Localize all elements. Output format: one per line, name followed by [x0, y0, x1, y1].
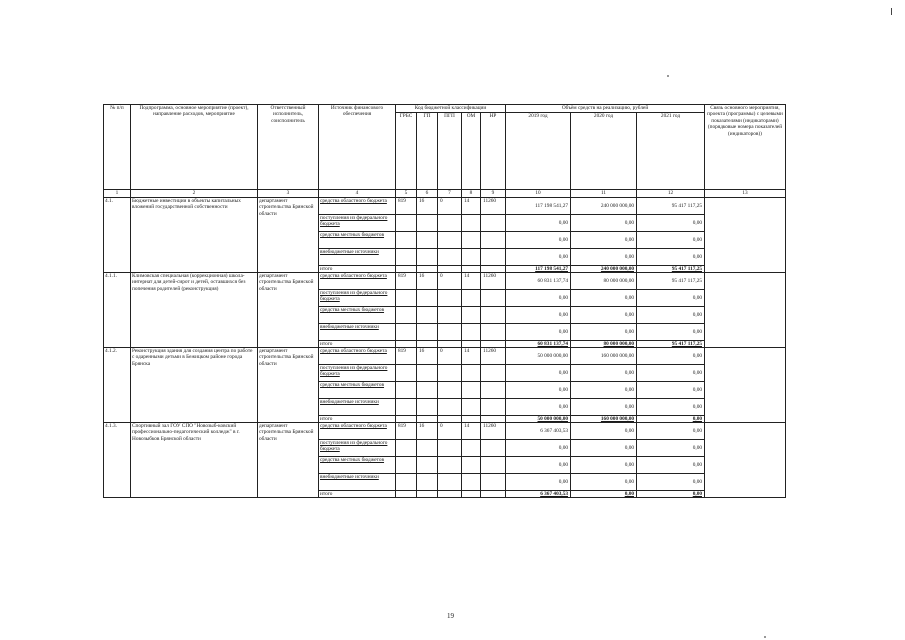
header-budget-code: Код бюджетной классификации	[396, 105, 506, 113]
row-link	[705, 423, 786, 498]
value-2020: 0,00	[571, 249, 637, 266]
code-empty	[417, 307, 438, 324]
value-2020: 0,00	[571, 474, 637, 491]
header-2019: 2019 год	[506, 113, 571, 190]
code-empty	[462, 341, 481, 348]
row-source: поступления из федерального бюджета	[319, 365, 396, 382]
row-source: средства областного бюджета	[319, 198, 396, 215]
value-2019: 0,00	[506, 215, 571, 232]
value-2019: 117 198 541,27	[506, 198, 571, 215]
code-empty	[417, 249, 438, 266]
code-empty	[462, 307, 481, 324]
value-2020: 0,00	[571, 215, 637, 232]
code-empty	[396, 232, 417, 249]
code-empty	[417, 382, 438, 399]
code-om: 14	[462, 348, 481, 365]
total-2021: 0,00	[637, 416, 705, 423]
row-link	[705, 348, 786, 423]
code-empty	[396, 341, 417, 348]
row-source: средства областного бюджета	[319, 348, 396, 365]
value-2021: 0,00	[637, 348, 705, 365]
value-2020: 0,00	[571, 307, 637, 324]
code-empty	[396, 249, 417, 266]
code-empty	[481, 341, 506, 348]
code-om: 14	[462, 273, 481, 290]
value-2021: 0,00	[637, 399, 705, 416]
code-empty	[438, 474, 462, 491]
code-pgp: 0	[438, 348, 462, 365]
table-row	[104, 348, 786, 365]
code-empty	[462, 491, 481, 498]
code-empty	[462, 232, 481, 249]
row-source: средства местных бюджетов	[319, 307, 396, 324]
value-2021: 0,00	[637, 365, 705, 382]
code-grbs: 819	[396, 198, 417, 215]
value-2019: 0,00	[506, 474, 571, 491]
value-2021: 0,00	[637, 215, 705, 232]
row-source: поступления из федерального бюджета	[319, 215, 396, 232]
value-2019: 60 831 137,74	[506, 273, 571, 290]
total-2021: 95 417 117,25	[637, 266, 705, 273]
code-empty	[462, 474, 481, 491]
value-2019: 0,00	[506, 382, 571, 399]
row-source-total: итого	[319, 341, 396, 348]
code-empty	[417, 341, 438, 348]
row-source: средства местных бюджетов	[319, 232, 396, 249]
total-2019: 6 367 403,53	[506, 491, 571, 498]
code-empty	[438, 324, 462, 341]
header-2020: 2020 год	[571, 113, 637, 190]
code-empty	[438, 249, 462, 266]
header-num: № п/п	[104, 105, 131, 190]
code-empty	[438, 440, 462, 457]
value-2021: 0,00	[637, 440, 705, 457]
row-responsible: департамент строительства Брянской области	[258, 348, 319, 423]
total-2019: 117 198 541,27	[506, 266, 571, 273]
code-grbs: 819	[396, 273, 417, 290]
code-empty	[396, 365, 417, 382]
code-om: 14	[462, 423, 481, 440]
code-pgp: 0	[438, 273, 462, 290]
code-om: 14	[462, 198, 481, 215]
row-source: внебюджетные источники	[319, 474, 396, 491]
column-number: 12	[637, 190, 705, 198]
scan-edge-mark	[891, 8, 892, 15]
row-source: средства областного бюджета	[319, 423, 396, 440]
code-nr: 11260	[481, 198, 506, 215]
code-grbs: 819	[396, 423, 417, 440]
code-gp: 16	[417, 198, 438, 215]
code-pgp: 0	[438, 198, 462, 215]
value-2020: 0,00	[571, 324, 637, 341]
scan-speck	[764, 636, 766, 638]
header-pgp: ПГП	[438, 113, 462, 190]
row-source: внебюджетные источники	[319, 249, 396, 266]
row-source: средства местных бюджетов	[319, 382, 396, 399]
row-program: Спортивный зал ГОУ СПО "Новозыб-ковский профессионально-педагогический колледж" в г. Новозыбков Брянской области	[131, 423, 258, 498]
code-gp: 16	[417, 423, 438, 440]
code-empty	[462, 290, 481, 307]
budget-table	[103, 104, 786, 498]
code-grbs: 819	[396, 348, 417, 365]
code-empty	[417, 290, 438, 307]
column-number: 3	[258, 190, 319, 198]
code-empty	[396, 215, 417, 232]
value-2021: 0,00	[637, 232, 705, 249]
code-empty	[438, 290, 462, 307]
code-empty	[396, 474, 417, 491]
code-empty	[462, 266, 481, 273]
code-empty	[438, 365, 462, 382]
header-gp: ГП	[417, 113, 438, 190]
value-2021: 0,00	[637, 324, 705, 341]
header-program: Подпрограмма, основное мероприятие (проект), направление расходов, мероприятие	[131, 105, 258, 190]
code-empty	[417, 440, 438, 457]
code-empty	[438, 399, 462, 416]
code-empty	[417, 215, 438, 232]
code-empty	[417, 232, 438, 249]
table-row	[104, 423, 786, 440]
row-number: 4.1.1.	[104, 273, 131, 348]
value-2021: 0,00	[637, 423, 705, 440]
code-empty	[396, 457, 417, 474]
total-2020: 240 000 000,00	[571, 266, 637, 273]
header-grbs: ГРБС	[396, 113, 417, 190]
column-number: 9	[481, 190, 506, 198]
value-2019: 0,00	[506, 232, 571, 249]
code-empty	[462, 324, 481, 341]
code-empty	[438, 232, 462, 249]
row-number: 4.1.	[104, 198, 131, 273]
column-number: 2	[131, 190, 258, 198]
row-source-total: итого	[319, 416, 396, 423]
code-empty	[438, 491, 462, 498]
row-link	[705, 198, 786, 273]
code-empty	[417, 491, 438, 498]
row-source: средства местных бюджетов	[319, 457, 396, 474]
code-empty	[438, 307, 462, 324]
column-numbers-row	[104, 190, 786, 198]
code-empty	[481, 249, 506, 266]
value-2019: 0,00	[506, 307, 571, 324]
value-2020: 160 000 000,00	[571, 348, 637, 365]
code-empty	[481, 382, 506, 399]
header-2021: 2021 год	[637, 113, 705, 190]
value-2021: 95 417 117,25	[637, 198, 705, 215]
value-2021: 0,00	[637, 249, 705, 266]
code-empty	[396, 290, 417, 307]
table-row	[104, 273, 786, 290]
code-empty	[417, 324, 438, 341]
row-responsible: департамент строительства Брянской области	[258, 273, 319, 348]
code-nr: 11260	[481, 273, 506, 290]
value-2020: 0,00	[571, 440, 637, 457]
row-source: поступления из федерального бюджета	[319, 290, 396, 307]
code-empty	[438, 416, 462, 423]
code-empty	[481, 266, 506, 273]
table-row	[104, 198, 786, 215]
total-2020: 0,00	[571, 491, 637, 498]
value-2019: 0,00	[506, 365, 571, 382]
code-pgp: 0	[438, 423, 462, 440]
code-empty	[396, 307, 417, 324]
total-2020: 160 000 000,00	[571, 416, 637, 423]
code-empty	[438, 266, 462, 273]
scan-speck	[667, 75, 669, 77]
value-2019: 0,00	[506, 440, 571, 457]
code-empty	[462, 416, 481, 423]
value-2019: 0,00	[506, 399, 571, 416]
header-row	[104, 105, 786, 113]
row-source-total: итого	[319, 491, 396, 498]
row-number: 4.1.3.	[104, 423, 131, 498]
code-empty	[396, 440, 417, 457]
code-empty	[438, 215, 462, 232]
value-2021: 0,00	[637, 474, 705, 491]
header-om: ОМ	[462, 113, 481, 190]
value-2021: 0,00	[637, 290, 705, 307]
code-empty	[481, 491, 506, 498]
code-empty	[481, 474, 506, 491]
code-empty	[481, 399, 506, 416]
code-empty	[481, 307, 506, 324]
value-2020: 0,00	[571, 423, 637, 440]
row-program: Климовская специальная (коррекционная) школа-интернат для детей-сирот и детей, оставшихся без попечения родителей (реконструкция)	[131, 273, 258, 348]
code-empty	[481, 290, 506, 307]
code-empty	[417, 365, 438, 382]
column-number: 8	[462, 190, 481, 198]
column-number: 10	[506, 190, 571, 198]
code-empty	[481, 215, 506, 232]
header-nr: НР	[481, 113, 506, 190]
value-2020: 240 000 000,00	[571, 198, 637, 215]
code-nr: 11260	[481, 348, 506, 365]
code-gp: 16	[417, 273, 438, 290]
code-empty	[417, 399, 438, 416]
code-empty	[481, 416, 506, 423]
row-source: внебюджетные источники	[319, 399, 396, 416]
row-source: внебюджетные источники	[319, 324, 396, 341]
code-gp: 16	[417, 348, 438, 365]
row-responsible: департамент строительства Брянской области	[258, 423, 319, 498]
total-2021: 95 417 117,25	[637, 341, 705, 348]
code-empty	[462, 440, 481, 457]
code-empty	[396, 382, 417, 399]
column-number: 13	[705, 190, 786, 198]
value-2020: 80 000 000,00	[571, 273, 637, 290]
column-number: 7	[438, 190, 462, 198]
value-2019: 6 367 403,53	[506, 423, 571, 440]
header-source: Источник финансового обеспечения	[319, 105, 396, 190]
column-number: 1	[104, 190, 131, 198]
code-empty	[396, 491, 417, 498]
code-empty	[396, 266, 417, 273]
value-2019: 0,00	[506, 457, 571, 474]
code-empty	[417, 266, 438, 273]
value-2019: 0,00	[506, 324, 571, 341]
value-2020: 0,00	[571, 382, 637, 399]
value-2020: 0,00	[571, 365, 637, 382]
value-2019: 0,00	[506, 290, 571, 307]
code-empty	[438, 382, 462, 399]
column-number: 4	[319, 190, 396, 198]
value-2019: 50 000 000,00	[506, 348, 571, 365]
code-empty	[438, 457, 462, 474]
code-empty	[481, 365, 506, 382]
code-empty	[462, 457, 481, 474]
value-2021: 0,00	[637, 382, 705, 399]
code-nr: 11260	[481, 423, 506, 440]
total-2020: 80 000 000,00	[571, 341, 637, 348]
value-2020: 0,00	[571, 232, 637, 249]
row-source: поступления из федерального бюджета	[319, 440, 396, 457]
column-number: 6	[417, 190, 438, 198]
value-2021: 0,00	[637, 307, 705, 324]
code-empty	[396, 416, 417, 423]
code-empty	[462, 382, 481, 399]
code-empty	[462, 365, 481, 382]
column-number: 5	[396, 190, 417, 198]
code-empty	[481, 324, 506, 341]
code-empty	[396, 324, 417, 341]
row-source-total: итого	[319, 266, 396, 273]
code-empty	[396, 399, 417, 416]
code-empty	[481, 457, 506, 474]
code-empty	[462, 215, 481, 232]
header-volume: Объём средств на реализацию, рублей	[506, 105, 705, 113]
total-2021: 0,00	[637, 491, 705, 498]
code-empty	[481, 440, 506, 457]
value-2020: 0,00	[571, 457, 637, 474]
value-2019: 0,00	[506, 249, 571, 266]
code-empty	[462, 249, 481, 266]
page-number: 19	[447, 612, 454, 620]
row-link	[705, 273, 786, 348]
header-link: Связь основного мероприятия, проекта (программы) с целевыми показателями (индикаторами) (порядковые номера показателей (индикаторов))	[705, 105, 786, 190]
header-responsible: Ответственный исполнитель, соисполнитель	[258, 105, 319, 190]
code-empty	[438, 341, 462, 348]
value-2020: 0,00	[571, 290, 637, 307]
code-empty	[462, 399, 481, 416]
total-2019: 60 831 137,74	[506, 341, 571, 348]
total-2019: 50 000 000,00	[506, 416, 571, 423]
code-empty	[481, 232, 506, 249]
value-2021: 0,00	[637, 457, 705, 474]
row-source: средства областного бюджета	[319, 273, 396, 290]
row-program: Бюджетные инвестиции в объекты капитальных вложений государственной собственности	[131, 198, 258, 273]
row-program: Реконструкция здания для создания центра по работе с одаренными детьми в Бежицком районе города Брянска	[131, 348, 258, 423]
code-empty	[417, 457, 438, 474]
value-2020: 0,00	[571, 399, 637, 416]
row-number: 4.1.2.	[104, 348, 131, 423]
code-empty	[417, 474, 438, 491]
code-empty	[417, 416, 438, 423]
column-number: 11	[571, 190, 637, 198]
value-2021: 95 417 117,25	[637, 273, 705, 290]
row-responsible: департамент строительства Брянской области	[258, 198, 319, 273]
